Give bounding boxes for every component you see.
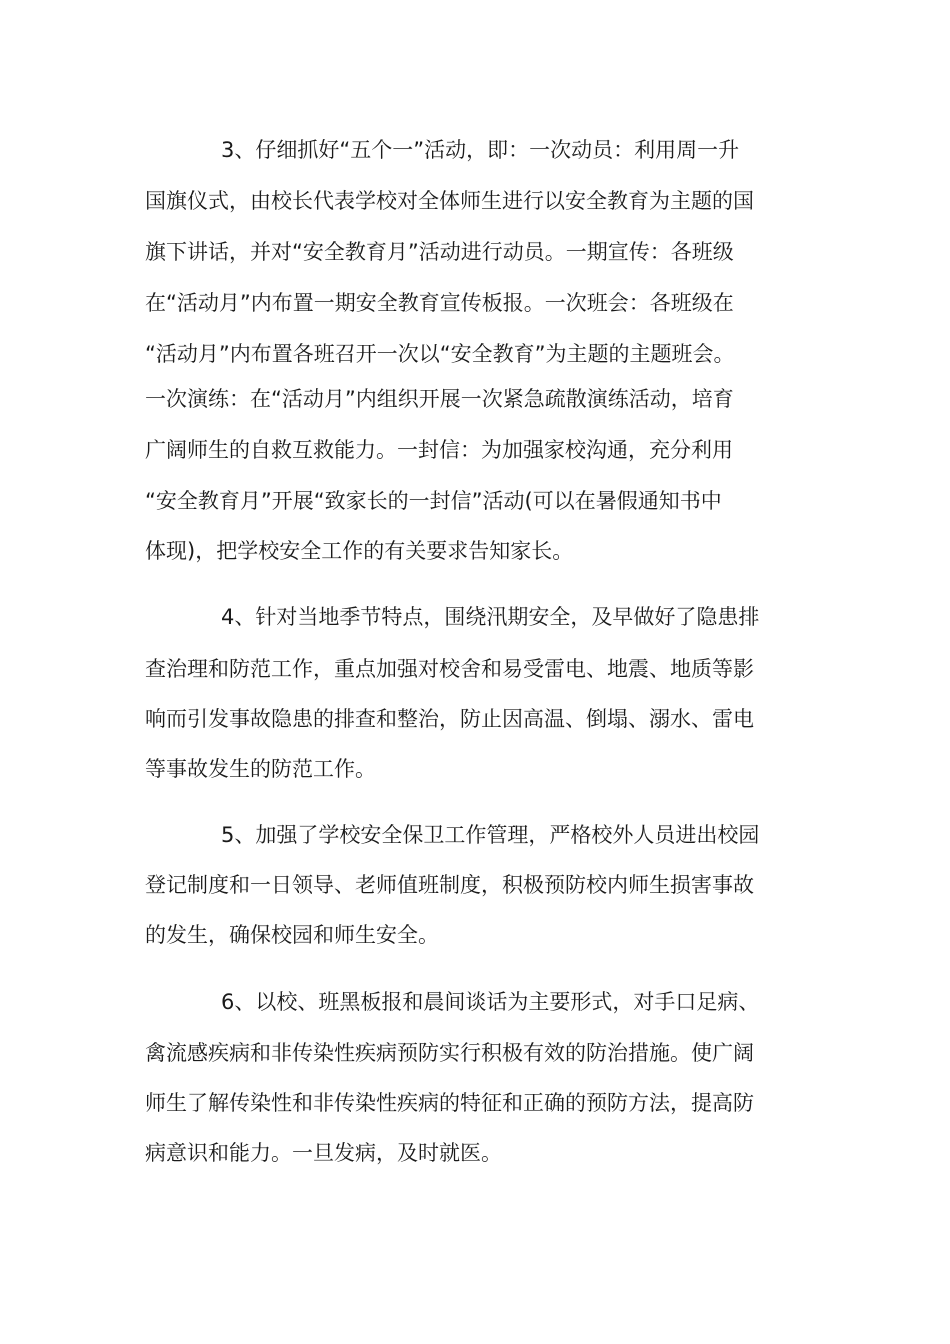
paragraph-line: 禽流感疾病和非传染性疾病预防实行积极有效的防治措施。使广阔 [145,1041,754,1065]
paragraph-line: 师生了解传染性和非传染性疾病的特征和正确的预防方法，提高防 [145,1091,754,1115]
paragraph-line: 一次演练：在“活动月”内组织开展一次紧急疏散演练活动，培育 [145,387,734,411]
paragraph-line: 等事故发生的防范工作。 [145,757,376,781]
paragraph-line: 查治理和防范工作，重点加强对校舍和易受雷电、地震、地质等影 [145,657,754,681]
paragraph-line: 4、针对当地季节特点，围绕汛期安全，及早做好了隐患排 [221,605,760,629]
paragraph-line: 5、加强了学校安全保卫工作管理，严格校外人员进出校园 [221,823,760,847]
paragraph-line: “活动月”内布置各班召开一次以“安全教育”为主题的主题班会。 [145,342,735,366]
paragraph-line: 3、仔细抓好“五个一”活动，即：一次动员：利用周一升 [221,138,740,162]
paragraph-line: “安全教育月”开展“致家长的一封信”活动(可以在暑假通知书中 [145,489,722,513]
paragraph-line: 旗下讲话，并对“安全教育月”活动进行动员。一期宣传：各班级 [145,240,734,264]
paragraph-line: 响而引发事故隐患的排查和整治，防止因高温、倒塌、溺水、雷电 [145,707,754,731]
paragraph-line: 在“活动月”内布置一期安全教育宣传板报。一次班会：各班级在 [145,291,734,315]
paragraph-line: 国旗仪式，由校长代表学校对全体师生进行以安全教育为主题的国 [145,189,754,213]
paragraph-line: 的发生，确保校园和师生安全。 [145,923,439,947]
paragraph-line: 体现)，把学校安全工作的有关要求告知家长。 [145,539,574,563]
paragraph-line: 病意识和能力。一旦发病，及时就医。 [145,1141,502,1165]
paragraph-line: 6、以校、班黑板报和晨间谈话为主要形式，对手口足病、 [221,990,760,1014]
paragraph-line: 广阔师生的自救互救能力。一封信：为加强家校沟通，充分利用 [145,438,733,462]
paragraph-line: 登记制度和一日领导、老师值班制度，积极预防校内师生损害事故 [145,873,754,897]
